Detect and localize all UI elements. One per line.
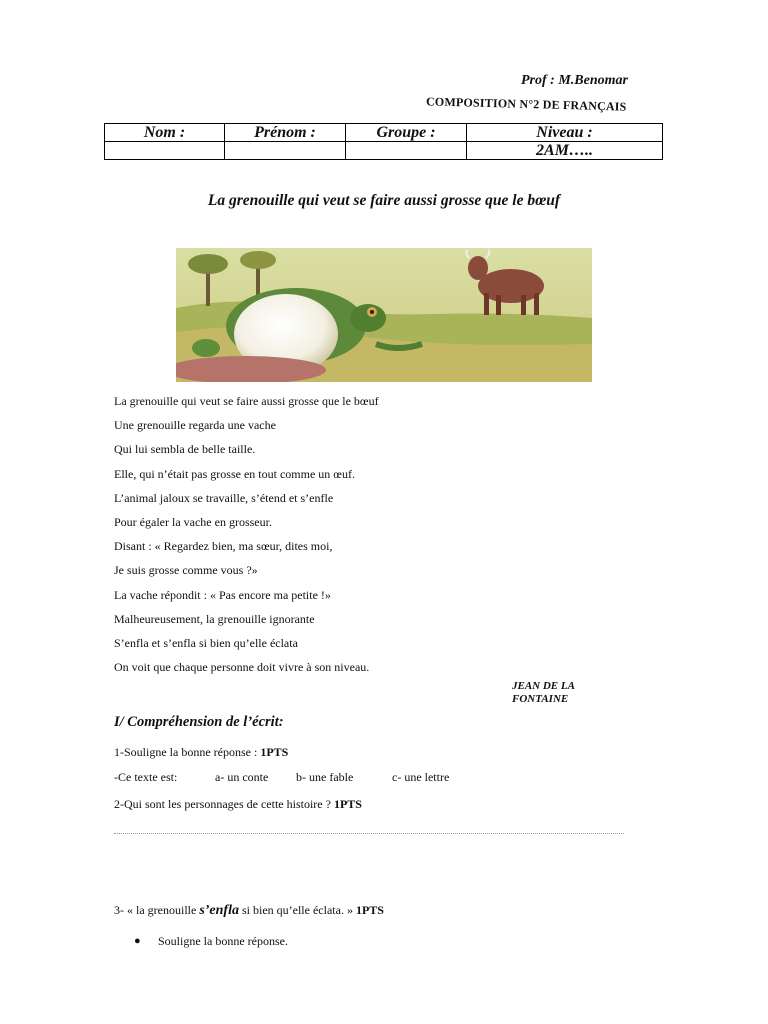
nom-value — [105, 142, 225, 160]
poem-line: S’enfla et s’enfla si bien qu’elle éclata — [114, 636, 298, 651]
question-1-options — [114, 770, 450, 785]
question-2-points: 1PTS — [333, 797, 362, 811]
poem-line: L’animal jaloux se travaille, s’étend et s’enfle — [114, 490, 334, 505]
answer-line — [114, 833, 624, 834]
author-line-1: JEAN DE LA — [512, 680, 575, 692]
author — [512, 680, 575, 706]
section-title: I/ Compréhension de l’écrit: — [114, 714, 284, 730]
question-3-points: 1PTS — [355, 903, 384, 917]
nom-header: Nom : — [105, 124, 225, 142]
poem-line: La vache répondit : « Pas encore ma petite !» — [114, 587, 331, 602]
question-3 — [114, 903, 384, 919]
option-c: c- une lettre — [392, 770, 450, 784]
bullet-text: Souligne la bonne réponse. — [158, 934, 288, 948]
table-value-row — [105, 142, 663, 160]
question-3-pre: 3- « la grenouille — [114, 903, 197, 917]
illustration-svg — [176, 248, 592, 382]
question-2 — [114, 797, 362, 812]
poem-line: Qui lui sembla de belle taille. — [114, 442, 256, 457]
groupe-value — [346, 142, 467, 160]
question-1 — [114, 745, 288, 760]
student-info-table — [104, 123, 663, 160]
poem-line: La grenouille qui veut se faire aussi grosse que le bœuf — [114, 394, 379, 408]
niveau-header: Niveau : — [467, 124, 663, 142]
options-lead: -Ce texte est: — [114, 770, 178, 784]
option-a: a- un conte — [215, 770, 269, 784]
teacher-name: Prof : M.Benomar — [521, 73, 628, 88]
niveau-value: 2AM….. — [467, 142, 663, 160]
frog-and-ox-illustration — [176, 248, 592, 382]
option-b: b- une fable — [296, 770, 354, 784]
question-3-post: si bien qu’elle éclata. » — [241, 903, 353, 917]
author-line-2: FONTAINE — [512, 693, 569, 705]
question-2-text: 2-Qui sont les personnages de cette histoire ? — [114, 797, 331, 811]
poem — [114, 389, 379, 679]
prenom-header: Prénom : — [225, 124, 346, 142]
composition-title: COMPOSITION N°2 DE FRANÇAIS — [425, 94, 627, 114]
poem-line: Je suis grosse comme vous ?» — [114, 563, 258, 578]
story-title: La grenouille qui veut se faire aussi grosse que le bœuf — [207, 192, 561, 209]
poem-line: Pour égaler la vache en grosseur. — [114, 515, 272, 530]
poem-line: On voit que chaque personne doit vivre à son niveau. — [114, 660, 370, 675]
table-header-row — [105, 124, 663, 142]
bullet-icon: ● — [134, 935, 141, 947]
question-1-points: 1PTS — [260, 745, 289, 759]
poem-line: Disant : « Regardez bien, ma sœur, dites moi, — [114, 539, 333, 554]
poem-line: Elle, qui n’était pas grosse en tout comme un œuf. — [114, 466, 355, 481]
question-1-text: 1-Souligne la bonne réponse : — [114, 745, 258, 759]
groupe-header: Groupe : — [346, 124, 467, 142]
poem-line: Une grenouille regarda une vache — [114, 418, 276, 433]
question-3-emphasis: s’enfla — [199, 903, 239, 918]
poem-line: Malheureusement, la grenouille ignorante — [114, 611, 315, 626]
prenom-value — [225, 142, 346, 160]
